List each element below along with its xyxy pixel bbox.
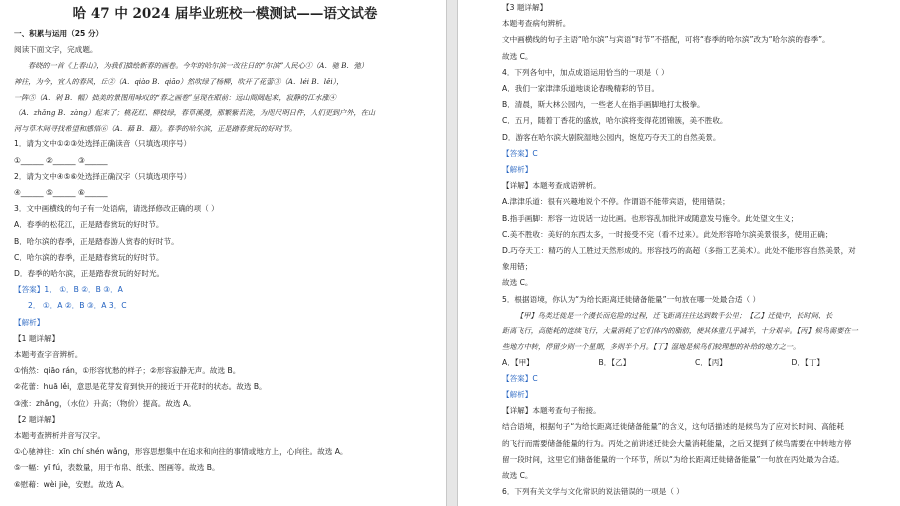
question-1: 1．请为文中①②③处选择正确读音（只填选项序号） bbox=[14, 139, 192, 149]
answer-row-1: 【答案】1． ①．B ②．B ③．A bbox=[14, 285, 123, 295]
question-4-detail: A.津津乐道：很有兴趣地说个不停。作谓语不能带宾语，使用错误； bbox=[502, 197, 730, 207]
question-3-option-d: D．春季的哈尔滨，正是踏春赏玩的好时光。 bbox=[14, 269, 165, 278]
question-5-detail: 留一段时间，这里它们储备能量的一个环节，所以“为给长距离迁徙储备能量”一句放在丙处最为合适。 bbox=[502, 454, 844, 464]
passage-line: （A．zhǎng B．zàng）起来了；桃花红、柳枝绿，春草溪漫，那繁紫若洗，为咫尺明日件，人们更到户外，在山 bbox=[14, 108, 376, 118]
question-2-blanks: ④______ ⑤______ ⑥______ bbox=[14, 187, 108, 197]
topic-2-item: ⑤一幅：yī fú，表数量，用于布帛、纸张、图画等。故选 B。 bbox=[14, 463, 220, 473]
question-3-option-b: B．哈尔滨的春季，正是踏春游人赏春的好时节。 bbox=[14, 236, 179, 246]
question-4-analysis-label: 【解析】 bbox=[502, 165, 533, 175]
question-3: 3．文中画横线的句子有一处语病，请选择修改正确的项（ ） bbox=[14, 204, 219, 214]
topic-3-text: 本题考查病句辨析。 bbox=[502, 19, 571, 29]
question-5: 5．根据语境，你认为“为给长距离迁徙储备能量”一句放在哪一处最合适（ ） bbox=[502, 294, 761, 304]
question-5-option-b: B．【乙】 bbox=[598, 357, 631, 367]
question-4-detail: D.巧夺天工：精巧的人工胜过天然形成的。形容技巧的高超（多指工艺美术）。此处不能形容自然美景，对 bbox=[502, 246, 856, 256]
question-5-option-a: A．【甲】 bbox=[502, 357, 534, 367]
page-gap bbox=[446, 0, 458, 506]
topic-2-item: ⑥慰藉：wèi jiè，安慰。故选 A。 bbox=[14, 479, 129, 489]
topic-1-text: 本题考查字音辨析。 bbox=[14, 350, 83, 360]
topic-1-item: ①悄然：qiāo rán，①形容忧愁的样子；②形容寂静无声。故选 B。 bbox=[14, 366, 241, 376]
question-5-option-d: D．【丁】 bbox=[791, 357, 824, 367]
question-5-passage: 【甲】鸟类迁徙是一个漫长而危险的过程，迁飞距离往往达到数千公里；【乙】迁徙中，长时间、长 bbox=[516, 310, 833, 320]
question-5-passage: 距离飞行，高能耗的连续飞行，大量消耗了它们体内的脂肪，使其体重几乎减半，十分艰辛。【丙】候鸟需要在一 bbox=[502, 326, 858, 336]
question-4-detail: B.指手画脚：形容一边说话一边比画。也形容乱加批评或随意发号施令。此处望文生义； bbox=[502, 213, 799, 223]
question-6: 6．下列有关文学与文化常识的说法错误的一项是（ ） bbox=[502, 487, 684, 497]
question-4-option-c: C．五月，随着丁香花的盛放，哈尔滨将变得花团锦簇，美不胜收。 bbox=[502, 116, 728, 126]
topic-2-item: ①心驰神往：xīn chí shén wǎng，形容思想集中在追求和向往的事情或地方上，心向往。故选 A。 bbox=[14, 447, 348, 457]
topic-3-heading: 【3 题详解】 bbox=[502, 3, 548, 12]
section-heading: 一、积累与运用（25 分） bbox=[14, 29, 104, 38]
topic-1-item: ②花蕾：huā lěi，意思是花芽发育到快开的接近于开花时的状态。故选 B。 bbox=[14, 382, 267, 392]
answer-row-2: 2． ①．A ②．B ③．A 3．C bbox=[28, 301, 127, 311]
right-page bbox=[458, 0, 900, 506]
question-5-options bbox=[502, 355, 888, 371]
question-5-option-c: C．【丙】 bbox=[695, 357, 727, 367]
question-5-analysis-label: 【解析】 bbox=[502, 390, 533, 400]
topic-2-text: 本题考查辨析并音写汉字。 bbox=[14, 431, 106, 441]
question-4-detail: C.美不胜收：美好的东西太多，一时接受不完（看不过来）。此处形容哈尔滨美景很多，使用正确； bbox=[502, 229, 833, 239]
passage-line: 神往，为今，宜人的春风，丘②（A．qiào B．qiāo）然吹绿了杨柳，吹开了花蕾③（A．léi B．lěi）， bbox=[14, 77, 344, 86]
question-3-option-a: A．春季的松花江，正是踏春赏玩的好时节。 bbox=[14, 220, 164, 230]
topic-2-heading: 【2 题详解】 bbox=[14, 414, 60, 424]
question-5-answer: 【答案】C bbox=[502, 373, 538, 383]
passage-line: 河与草木间寻找希望和感悟⑥（A．藉 B．籍）。春季的哈尔滨，正是踏春赏玩的好时节。 bbox=[14, 123, 297, 133]
question-4-option-a: A．我们一家津津乐道地谈论春晚精彩的节目。 bbox=[502, 84, 660, 94]
question-1-blanks: ①______ ②______ ③______ bbox=[14, 155, 108, 165]
topic-1-item: ③涨：zhǎng，（水位）升高；（物价）提高。故选 A。 bbox=[14, 398, 196, 408]
question-4-option-d: D．游客在哈尔滨大剧院湿地公园内，饱览巧夺天工的自然美景。 bbox=[502, 132, 721, 142]
exam-title: 哈 47 中 2024 届毕业班校一模测试——语文试卷 bbox=[72, 6, 378, 22]
topic-3-body: 文中画横线的句子主语“哈尔滨”与宾语“时节”不搭配，可将“春季的哈尔滨”改为“哈尔滨的春季”。 bbox=[502, 35, 830, 45]
question-5-detail: 故选 C。 bbox=[502, 471, 533, 481]
left-page bbox=[0, 0, 446, 506]
question-5-detail: 结合语境，根据句子“为给长距离迁徙储备能量”的含义，这句话描述的是候鸟为了应对长时间、高能耗 bbox=[502, 422, 844, 432]
passage-line: 一阵⑤（A．剁 B．幅）拙美的景图用咏叹的“春之画卷”呈现在眼前：远山阁阔起来，寂静的江水涨④ bbox=[14, 92, 336, 102]
question-4-option-b: B．清晨，斯大林公园内，一些老人在指手画脚地打太极拳。 bbox=[502, 100, 705, 110]
question-5-passage: 些地方中转，停留少则一个星期，多则半个月。【丁】湿地是候鸟们较理想的补给的地方之一。 bbox=[502, 342, 801, 352]
question-4-detail-title: 【详解】本题考查成语辨析。 bbox=[502, 181, 601, 191]
question-2: 2．请为文中④⑤⑥处选择正确汉字（只填选项序号） bbox=[14, 171, 192, 181]
question-5-detail: 的飞行而需要储备能量的行为。丙处之前讲述迁徙会大量消耗能量，之后又提到了候鸟需要在中转地方停 bbox=[502, 438, 852, 448]
instruction: 阅读下面文字，完成题。 bbox=[14, 45, 98, 55]
topic-1-heading: 【1 题详解】 bbox=[14, 333, 60, 343]
question-5-detail-title: 【详解】本题考查句子衔接。 bbox=[502, 406, 601, 416]
topic-3-answer: 故选 C。 bbox=[502, 51, 533, 61]
question-3-option-c: C．哈尔滨的春季，正是踏春赏玩的好时节。 bbox=[14, 252, 164, 262]
question-4-answer: 【答案】C bbox=[502, 148, 538, 158]
question-4-detail: 故选 C。 bbox=[502, 278, 533, 288]
passage-line: 春晓的一首《上春山》，为我们描绘新春的画卷。今年的哈尔滨一改往日的“尔滨”人民心①（A．驰 B．弛） bbox=[28, 61, 368, 71]
question-4-detail: 象用错； bbox=[502, 262, 533, 272]
question-4: 4．下列各句中，加点成语运用恰当的一项是（ ） bbox=[502, 67, 669, 77]
analysis-label: 【解析】 bbox=[14, 317, 45, 327]
